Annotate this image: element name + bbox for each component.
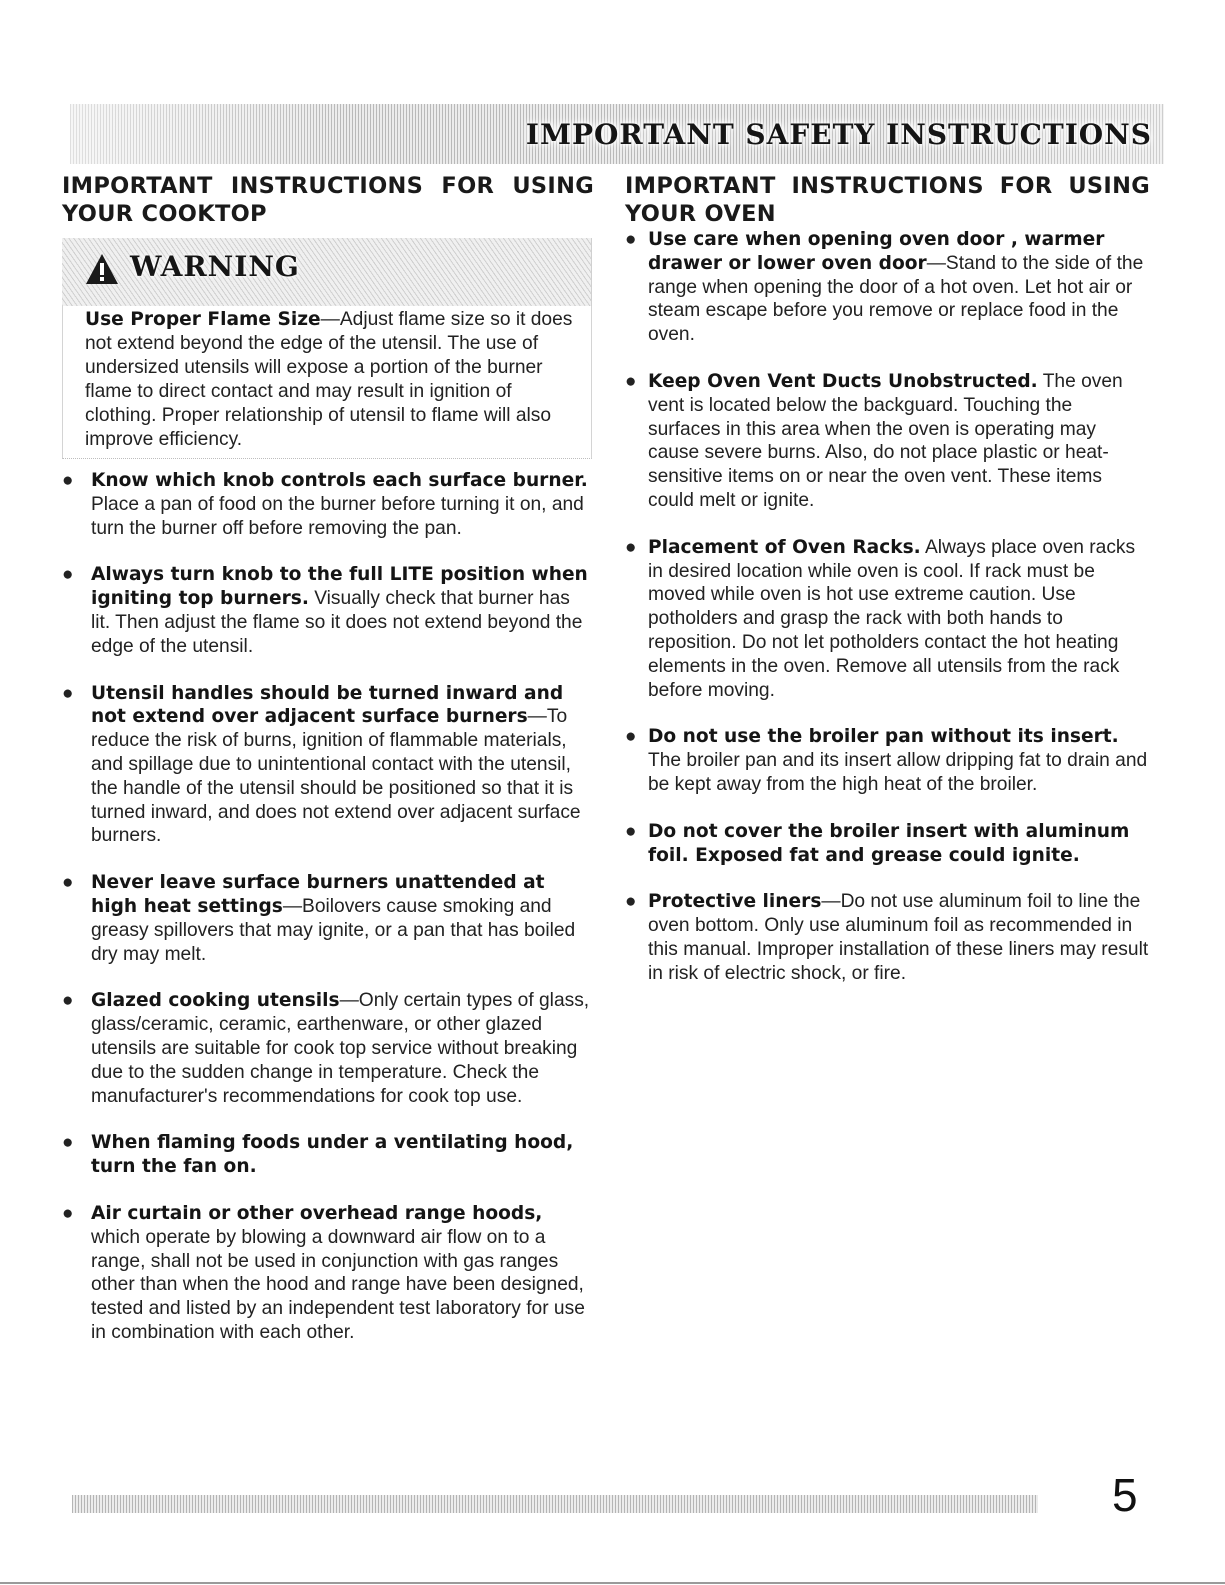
item-lead: Do not use the broiler pan without its insert. — [648, 726, 1119, 748]
item-lead: Protective liners — [648, 891, 822, 913]
bullet-icon: ● — [625, 820, 637, 842]
bullet-icon: ● — [62, 1132, 74, 1154]
page-number: 5 — [1112, 1469, 1138, 1521]
item-lead: Never leave surface burners unattended at high heat settings — [91, 872, 545, 917]
item-text: Visually check that burner has lit. Then adjust the flame so it does not extend beyond the edge of the utensil. — [91, 588, 583, 657]
bullet-icon: ● — [625, 229, 637, 250]
item-lead: Glazed cooking utensils — [91, 990, 340, 1012]
list-item — [62, 989, 594, 1108]
item-text: Always place oven racks in desired location while oven is cool. If rack must be moved while oven is hot use extreme caution. Use potholders and grasp the rack with both hands to reposition. Do not let potholders contact the hot heating elements in the oven. Remove all utensils from the rack before moving. — [648, 536, 1136, 701]
item-lead: Utensil handles should be turned inward and not extend over adjacent surface burners — [91, 682, 564, 728]
item-lead: Keep Oven Vent Ducts Unobstructed. — [648, 370, 1038, 392]
bullet-icon: ● — [625, 891, 637, 913]
list-item — [625, 536, 1150, 703]
bullet-icon: ● — [625, 536, 637, 558]
item-text: —Do not use aluminum foil to line the oven bottom. Only use aluminum foil as recommended in this manual. Improper installation of these liners may result in risk of electric shock, or fire. — [648, 891, 1149, 984]
item-lead: Use care when opening oven door , warmer drawer or lower oven door — [648, 229, 1105, 274]
item-text: Place a pan of food on the burner before turning it on, and turn the burner off before removing the pan. — [91, 493, 584, 539]
cooktop-column — [62, 172, 594, 1368]
bullet-icon: ● — [625, 370, 637, 392]
item-text: —Boilovers cause smoking and greasy spillovers that may ignite, or a pan that has boiled dry may melt. — [91, 895, 576, 965]
item-lead: Always turn knob to the full LITE position when igniting top burners. — [91, 564, 588, 610]
warning-header — [62, 238, 592, 306]
bullet-icon: ● — [62, 1202, 74, 1224]
bullet-icon: ● — [62, 872, 74, 894]
list-item — [625, 725, 1150, 796]
bullet-icon: ● — [62, 990, 74, 1012]
list-item — [625, 228, 1150, 347]
list-item — [62, 563, 594, 658]
bullet-icon: ● — [62, 682, 74, 704]
item-text: The broiler pan and its insert allow dripping fat to drain and be kept away from the high heat of the broiler. — [648, 750, 1148, 795]
warning-box — [62, 238, 592, 459]
list-item — [62, 469, 594, 540]
item-text: which operate by blowing a downward air flow on to a range, shall not be used in conjunction with gas ranges other than when the hood and range have been designed, tested and listed by an independent test laboratory for use in combination with each other. — [91, 1226, 585, 1343]
bullet-icon: ● — [62, 564, 74, 586]
item-lead: Air curtain or other overhead range hoods, — [91, 1202, 543, 1224]
list-item — [625, 890, 1150, 985]
warning-lead: Use Proper Flame Size — [85, 309, 321, 330]
list-item — [625, 370, 1150, 513]
footer-bar — [72, 1495, 1038, 1513]
item-lead: Do not cover the broiler insert with aluminum foil. Exposed fat and grease could ignite. — [648, 820, 1130, 866]
item-text: The oven vent is located below the backguard. Touching the surfaces in this area when the oven is operating may cause severe burns. Also, do not place plastic or heat-sensitive items on or near the oven vent. These items could melt or ignite. — [648, 370, 1123, 511]
bullet-icon: ● — [625, 726, 637, 748]
warning-triangle-icon — [84, 252, 120, 286]
list-item — [62, 1131, 594, 1179]
oven-column — [625, 172, 1150, 1009]
list-item — [625, 820, 1150, 868]
cooktop-heading: IMPORTANT INSTRUCTIONS FOR USING YOUR COOKTOP — [62, 173, 594, 227]
bullet-icon: ● — [62, 470, 74, 491]
list-item — [62, 682, 594, 849]
oven-list — [625, 228, 1150, 986]
cooktop-list — [62, 469, 594, 1345]
item-text: —Stand to the side of the range when opening the door of a hot oven. Let hot air or steam escape before you remove or replace food in the oven. — [648, 252, 1144, 346]
list-item — [62, 871, 594, 966]
warning-text: —Adjust flame size so it does not extend beyond the edge of the utensil. The use of undersized utensils will expose a portion of the burner flame to direct contact and may result in ignition of clothing. Proper relationship of utensil to flame will also improve efficiency. — [85, 309, 573, 450]
warning-body — [62, 306, 592, 459]
bottom-rule — [0, 1582, 1225, 1584]
item-lead: Placement of Oven Racks. — [648, 536, 921, 558]
item-lead: Know which knob controls each surface burner. — [91, 470, 588, 491]
warning-label: WARNING — [130, 250, 300, 283]
section-banner — [70, 104, 1164, 164]
item-text: —Only certain types of glass, glass/ceramic, ceramic, earthenware, or other glazed utensils are suitable for cook top service without breaking due to the sudden change in temperature. Check the manufacturer's recommendations for cook top use. — [91, 990, 590, 1107]
item-text: —To reduce the risk of burns, ignition of flammable materials, and spillage due to unintentional contact with the utensil, the handle of the utensil should be positioned so that it is turned inward, and does not extend over adjacent surface burners. — [91, 706, 581, 847]
banner-title: IMPORTANT SAFETY INSTRUCTIONS — [525, 118, 1152, 151]
oven-heading: IMPORTANT INSTRUCTIONS FOR USING YOUR OVEN — [625, 173, 1150, 227]
list-item — [62, 1202, 594, 1345]
item-lead: When flaming foods under a ventilating hood, turn the fan on. — [91, 1132, 574, 1178]
